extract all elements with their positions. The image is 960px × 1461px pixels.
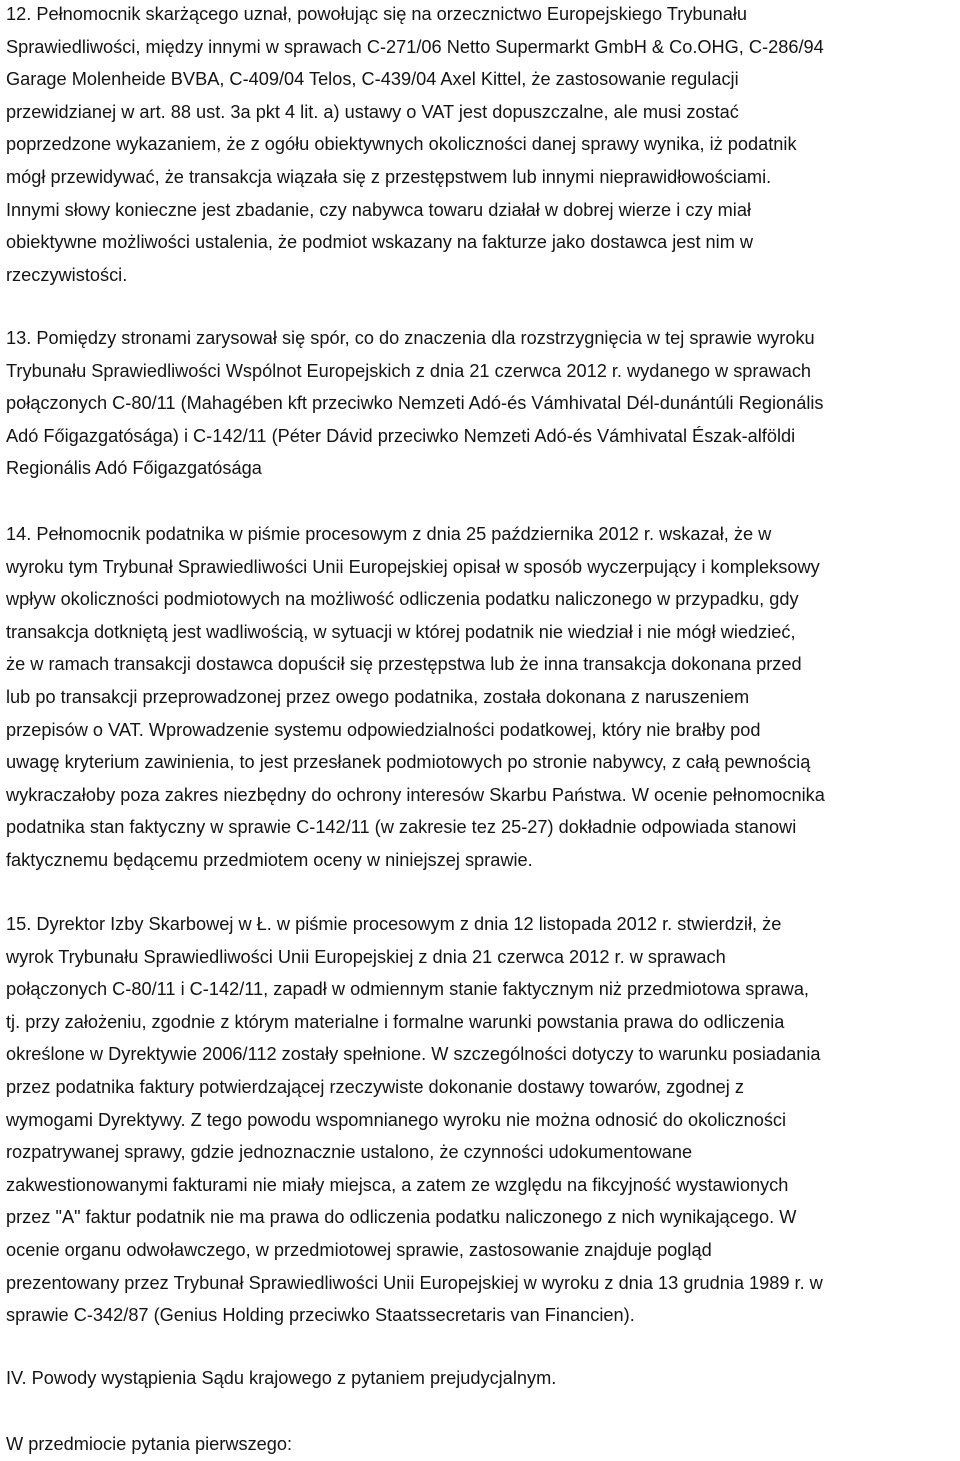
- paragraph-line: podatnika stan faktyczny w sprawie C-142/11 (w zakresie tez 25-27) dokładnie odpowiada stanowi: [6, 817, 797, 838]
- paragraph-line: określone w Dyrektywie 2006/112 zostały spełnione. W szczególności dotyczy to warunku posiadania: [6, 1044, 821, 1065]
- paragraph-line: przewidzianej w art. 88 ust. 3a pkt 4 lit. a) ustawy o VAT jest dopuszczalne, ale musi zostać: [6, 101, 739, 122]
- paragraph-line: faktycznemu będącemu przedmiotem oceny w niniejszej sprawie.: [6, 849, 533, 870]
- paragraph-line: przez "A" faktur podatnik nie ma prawa do odliczenia podatku naliczonego z nich wynikającego. W: [6, 1207, 797, 1228]
- paragraph-13: [6, 322, 824, 485]
- paragraph-line: wpływ okoliczności podmiotowych na możliwość odliczenia podatku naliczonego w przypadku, gdy: [6, 589, 799, 610]
- paragraph-line: Sprawiedliwości, między innymi w sprawach C-271/06 Netto Supermarkt GmbH & Co.OHG, C-286/94: [6, 36, 824, 57]
- subsection-heading: [6, 1428, 292, 1461]
- section-heading: [6, 1362, 556, 1395]
- paragraph-line: rzeczywistości.: [6, 264, 128, 285]
- paragraph-14: [6, 518, 825, 877]
- paragraph-line: połączonych C-80/11 (Mahagében kft przeciwko Nemzeti Adó-és Vámhivatal Dél-dunántúli Regionális: [6, 393, 824, 414]
- paragraph-line: rozpatrywanej sprawy, gdzie jednoznacznie ustalono, że czynności udokumentowane: [6, 1142, 693, 1163]
- paragraph-line: 15. Dyrektor Izby Skarbowej w Ł. w piśmie procesowym z dnia 12 listopada 2012 r. stwierdził, że: [6, 914, 782, 934]
- paragraph-line: Trybunału Sprawiedliwości Wspólnot Europejskich z dnia 21 czerwca 2012 r. wydanego w sprawach: [6, 360, 812, 381]
- paragraph-15: [6, 908, 823, 1332]
- section-heading-text: IV. Powody wystąpienia Sądu krajowego z pytaniem prejudycjalnym.: [6, 1368, 557, 1388]
- paragraph-line: 14. Pełnomocnik podatnika w piśmie procesowym z dnia 25 października 2012 r. wskazał, że w: [6, 524, 772, 544]
- paragraph-line: transakcja dotkniętą jest wadliwością, w sytuacji w której podatnik nie wiedział i nie mógł wiedzieć,: [6, 621, 796, 642]
- paragraph-line: wykraczałoby poza zakres niezbędny do ochrony interesów Skarbu Państwa. W ocenie pełnomocnika: [6, 784, 825, 805]
- subsection-heading-text: W przedmiocie pytania pierwszego:: [6, 1434, 293, 1454]
- paragraph-line: mógł przewidywać, że transakcja wiązała się z przestępstwem lub innymi nieprawidłowościami.: [6, 166, 772, 187]
- paragraph-line: Innymi słowy konieczne jest zbadanie, czy nabywca towaru działał w dobrej wierze i czy miał: [6, 199, 751, 220]
- paragraph-line: że w ramach transakcji dostawca dopuścił się przestępstwa lub że inna transakcja dokonana przed: [6, 654, 802, 675]
- paragraph-line: ocenie organu odwoławczego, w przedmiotowej sprawie, zastosowanie znajduje pogląd: [6, 1239, 712, 1260]
- paragraph-line: prezentowany przez Trybunał Sprawiedliwości Unii Europejskiej w wyroku z dnia 13 grudnia 1989 r. w: [6, 1272, 823, 1293]
- paragraph-line: wyrok Trybunału Sprawiedliwości Unii Europejskiej z dnia 21 czerwca 2012 r. w sprawach: [6, 946, 726, 967]
- paragraph-line: obiektywne możliwości ustalenia, że podmiot wskazany na fakturze jako dostawca jest nim w: [6, 232, 754, 253]
- paragraph-12: [6, 0, 824, 291]
- paragraph-line: poprzedzone wykazaniem, że z ogółu obiektywnych okoliczności danej sprawy wynika, iż podatnik: [6, 134, 797, 155]
- paragraph-line: tj. przy założeniu, zgodnie z którym materialne i formalne warunki powstania prawa do odliczenia: [6, 1011, 785, 1032]
- paragraph-line: sprawie C-342/87 (Genius Holding przeciwko Staatssecretaris van Financien).: [6, 1305, 635, 1326]
- paragraph-line: wymogami Dyrektywy. Z tego powodu wspomnianego wyroku nie można odnosić do okoliczności: [6, 1109, 787, 1130]
- paragraph-line: zakwestionowanymi fakturami nie miały miejsca, a zatem ze względu na fikcyjność wystawionych: [6, 1174, 789, 1195]
- paragraph-line: lub po transakcji przeprowadzonej przez owego podatnika, została dokonana z naruszeniem: [6, 686, 750, 707]
- paragraph-line: połączonych C-80/11 i C-142/11, zapadł w odmiennym stanie faktycznym niż przedmiotowa sprawa,: [6, 979, 809, 1000]
- paragraph-line: przepisów o VAT. Wprowadzenie systemu odpowiedzialności podatkowej, który nie brałby pod: [6, 719, 761, 740]
- paragraph-line: przez podatnika faktury potwierdzającej rzeczywiste dokonanie dostawy towarów, zgodnej z: [6, 1076, 744, 1097]
- paragraph-line: 13. Pomiędzy stronami zarysował się spór, co do znaczenia dla rozstrzygnięcia w tej sprawie wyroku: [6, 328, 815, 348]
- paragraph-line: uwagę kryterium zawinienia, to jest przesłanek podmiotowych po stronie nabywcy, z całą pewnością: [6, 752, 811, 773]
- paragraph-line: wyroku tym Trybunał Sprawiedliwości Unii Europejskiej opisał w sposób wyczerpujący i kompleksowy: [6, 556, 820, 577]
- paragraph-line: 12. Pełnomocnik skarżącego uznał, powołując się na orzecznictwo Europejskiego Trybunału: [6, 4, 748, 24]
- paragraph-line: Garage Molenheide BVBA, C-409/04 Telos, C-439/04 Axel Kittel, że zastosowanie regulacji: [6, 69, 739, 90]
- paragraph-line: Adó Főigazgatósága) i C-142/11 (Péter Dávid przeciwko Nemzeti Adó-és Vámhivatal Észak-alföldi: [6, 425, 796, 446]
- paragraph-line: Regionális Adó Főigazgatósága: [6, 458, 262, 479]
